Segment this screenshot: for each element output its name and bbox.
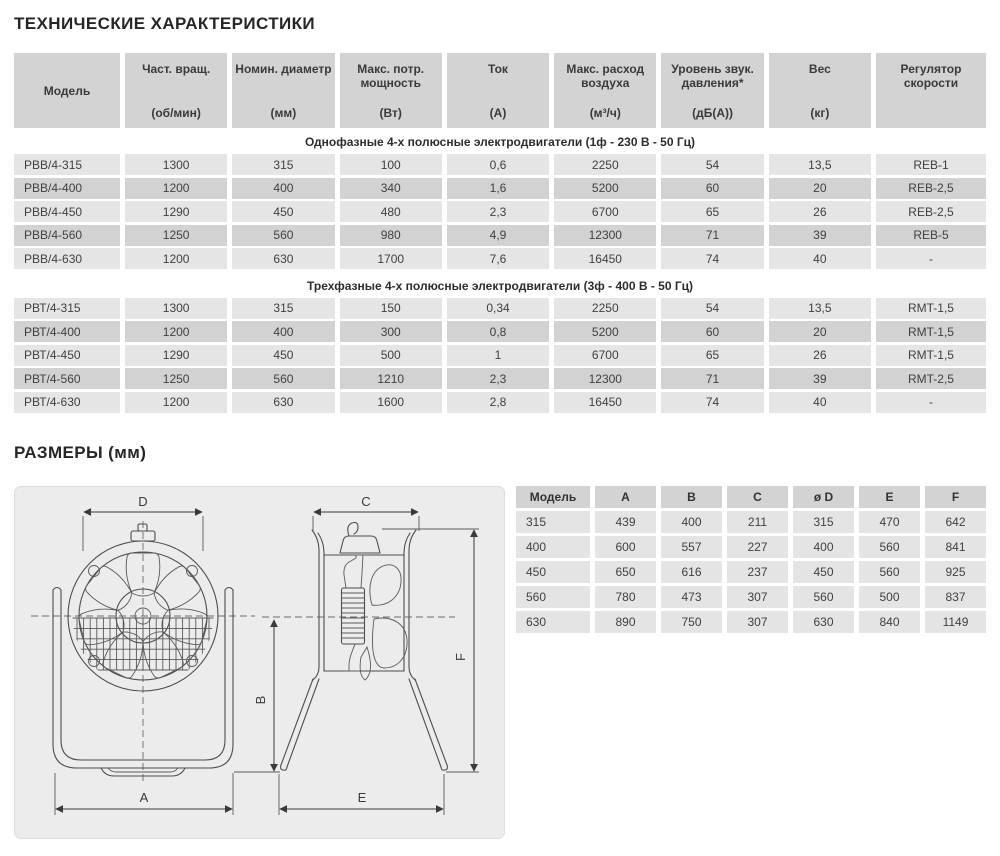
side-blades: [360, 564, 407, 679]
carry-handle: [340, 522, 380, 553]
dims-column-header: E: [859, 486, 920, 508]
spec-value-cell: 6700: [554, 201, 656, 222]
dims-value-cell: 237: [727, 561, 788, 583]
spec-value-cell: 40: [769, 248, 871, 269]
dims-value-cell: 400: [661, 511, 722, 533]
spec-column-unit: (об/мин): [151, 106, 201, 120]
dimension-a: [55, 773, 233, 815]
dims-value-cell: 315: [793, 511, 854, 533]
spec-value-cell: 0,34: [447, 298, 549, 319]
spec-model-cell: РВВ/4-400: [14, 178, 120, 199]
spec-column-header: [232, 53, 334, 128]
spec-value-cell: 450: [232, 201, 334, 222]
table-row: [14, 368, 986, 389]
spec-value-cell: 7,6: [447, 248, 549, 269]
spec-value-cell: 2,3: [447, 368, 549, 389]
spec-value-cell: 16450: [554, 392, 656, 413]
dims-value-cell: 925: [925, 561, 986, 583]
spec-value-cell: 65: [661, 201, 763, 222]
spec-model-cell: РВВ/4-630: [14, 248, 120, 269]
spec-column-label: Макс. расход воздуха: [566, 62, 645, 90]
spec-value-cell: 630: [232, 248, 334, 269]
dims-table-row: [516, 536, 986, 558]
spec-value-cell: RMT-2,5: [876, 368, 986, 389]
spec-model-cell: РВТ/4-560: [14, 368, 120, 389]
spec-column-unit: (мм): [270, 106, 297, 120]
dims-value-cell: 750: [661, 611, 722, 633]
dims-value-cell: 400: [793, 536, 854, 558]
dims-value-cell: 227: [727, 536, 788, 558]
dims-value-cell: 557: [661, 536, 722, 558]
spec-column-label: Част. вращ.: [142, 62, 211, 76]
motor: [342, 555, 365, 671]
spec-value-cell: 54: [661, 298, 763, 319]
spec-value-cell: 150: [340, 298, 442, 319]
spec-value-cell: 2,3: [447, 201, 549, 222]
spec-value-cell: 1,6: [447, 178, 549, 199]
spec-value-cell: 26: [769, 201, 871, 222]
dims-value-cell: 841: [925, 536, 986, 558]
dims-value-cell: 307: [727, 586, 788, 608]
spec-column-header: [876, 53, 986, 128]
spec-value-cell: 1200: [125, 178, 227, 199]
spec-column-unit: (м³/ч): [589, 106, 621, 120]
dims-value-cell: 1149: [925, 611, 986, 633]
dim-label-c: C: [361, 493, 371, 509]
dim-label-f: F: [453, 652, 468, 661]
spec-value-cell: 1250: [125, 225, 227, 246]
dims-value-cell: 616: [661, 561, 722, 583]
spec-value-cell: 1250: [125, 368, 227, 389]
dims-value-cell: 560: [793, 586, 854, 608]
spec-value-cell: 500: [340, 345, 442, 366]
dimensions-table: [516, 486, 986, 636]
dims-column-header: B: [661, 486, 722, 508]
spec-value-cell: 1300: [125, 154, 227, 175]
dims-value-cell: 840: [859, 611, 920, 633]
dims-model-cell: 560: [516, 586, 590, 608]
spec-value-cell: 0,8: [447, 321, 549, 342]
spec-value-cell: 26: [769, 345, 871, 366]
side-view: [253, 494, 479, 815]
spec-value-cell: 1600: [340, 392, 442, 413]
spec-value-cell: 1200: [125, 392, 227, 413]
dims-column-header: ø D: [793, 486, 854, 508]
dims-value-cell: 500: [859, 586, 920, 608]
table-row: [14, 321, 986, 342]
spec-column-header: [14, 53, 120, 128]
spec-value-cell: REB-2,5: [876, 178, 986, 199]
dim-label-d: D: [138, 493, 148, 509]
spec-column-label: Ток: [488, 62, 508, 76]
spec-table-header: [14, 53, 986, 128]
spec-value-cell: 1300: [125, 298, 227, 319]
dimension-e: [279, 774, 444, 815]
dims-value-cell: 560: [859, 561, 920, 583]
table-row: [14, 392, 986, 413]
dimension-f: [382, 529, 479, 771]
spec-value-cell: 560: [232, 225, 334, 246]
dims-value-cell: 780: [595, 586, 656, 608]
spec-value-cell: 65: [661, 345, 763, 366]
spec-column-label: Уровень звук. давления*: [671, 62, 754, 90]
spec-table-body: [14, 128, 986, 413]
spec-model-cell: РВВ/4-560: [14, 225, 120, 246]
spec-value-cell: 315: [232, 298, 334, 319]
spec-value-cell: 39: [769, 225, 871, 246]
spec-value-cell: 20: [769, 178, 871, 199]
spec-model-cell: РВТ/4-315: [14, 298, 120, 319]
spec-value-cell: 450: [232, 345, 334, 366]
spec-column-label: Вес: [808, 62, 831, 76]
spec-model-cell: РВВ/4-450: [14, 201, 120, 222]
table-row: [14, 154, 986, 175]
spec-value-cell: 74: [661, 392, 763, 413]
spec-model-cell: РВТ/4-400: [14, 321, 120, 342]
dims-value-cell: 470: [859, 511, 920, 533]
dims-value-cell: 837: [925, 586, 986, 608]
spec-column-header: [125, 53, 227, 128]
spec-column-header: [340, 53, 442, 128]
spec-value-cell: REB-5: [876, 225, 986, 246]
dims-value-cell: 630: [793, 611, 854, 633]
table-row: [14, 201, 986, 222]
dims-table-row: [516, 511, 986, 533]
spec-column-header: [447, 53, 549, 128]
legs: [281, 679, 448, 770]
spec-value-cell: 315: [232, 154, 334, 175]
spec-column-unit: (кг): [810, 106, 830, 120]
spec-model-cell: РВТ/4-630: [14, 392, 120, 413]
spec-value-cell: 39: [769, 368, 871, 389]
dims-column-header: Модель: [516, 486, 590, 508]
spec-value-cell: 60: [661, 321, 763, 342]
spec-column-header: [769, 53, 871, 128]
spec-value-cell: 2250: [554, 154, 656, 175]
spec-column-label: Номин. диаметр: [235, 62, 332, 76]
spec-model-cell: РВВ/4-315: [14, 154, 120, 175]
dims-table-row: [516, 611, 986, 633]
dims-model-cell: 630: [516, 611, 590, 633]
dimension-c: [313, 494, 419, 531]
spec-value-cell: REB-2,5: [876, 201, 986, 222]
dims-value-cell: 890: [595, 611, 656, 633]
spec-value-cell: 400: [232, 321, 334, 342]
spec-value-cell: 6700: [554, 345, 656, 366]
dims-model-cell: 315: [516, 511, 590, 533]
spec-value-cell: 0,6: [447, 154, 549, 175]
table-row: [14, 345, 986, 366]
spec-section-title: Однофазные 4-х полюсные электродвигатели (1ф - 230 В - 50 Гц): [304, 135, 696, 149]
spec-column-label: Макс. потр. мощность: [357, 62, 425, 90]
dims-column-header: C: [727, 486, 788, 508]
spec-value-cell: RMT-1,5: [876, 321, 986, 342]
dims-model-cell: 450: [516, 561, 590, 583]
spec-section-title: Трехфазные 4-х полюсные электродвигатели (3ф - 400 В - 50 Гц): [306, 278, 694, 293]
spec-column-header: [554, 53, 656, 128]
spec-value-cell: -: [876, 392, 986, 413]
spec-value-cell: 340: [340, 178, 442, 199]
dim-label-a: A: [139, 789, 149, 805]
dims-table-row: [516, 561, 986, 583]
dims-value-cell: 650: [595, 561, 656, 583]
spec-value-cell: 560: [232, 368, 334, 389]
spec-column-header: [661, 53, 763, 128]
dims-value-cell: 450: [793, 561, 854, 583]
table-row: [14, 248, 986, 269]
table-row: [14, 298, 986, 319]
spec-value-cell: 400: [232, 178, 334, 199]
dimensions-title: РАЗМЕРЫ (мм): [14, 442, 147, 462]
spec-value-cell: 2250: [554, 298, 656, 319]
spec-value-cell: 1700: [340, 248, 442, 269]
spec-value-cell: 300: [340, 321, 442, 342]
spec-value-cell: 480: [340, 201, 442, 222]
page-title: ТЕХНИЧЕСКИЕ ХАРАКТЕРИСТИКИ: [14, 14, 316, 33]
spec-value-cell: 980: [340, 225, 442, 246]
dimensions-table-header: [516, 486, 986, 508]
dimensions-section: [14, 486, 986, 839]
spec-value-cell: -: [876, 248, 986, 269]
table-row: [14, 178, 986, 199]
spec-value-cell: 1200: [125, 321, 227, 342]
spec-value-cell: 13,5: [769, 154, 871, 175]
spec-column-unit: (дБ(А)): [692, 106, 734, 120]
spec-value-cell: REB-1: [876, 154, 986, 175]
dims-column-header: A: [595, 486, 656, 508]
spec-value-cell: 16450: [554, 248, 656, 269]
dims-column-header: F: [925, 486, 986, 508]
spec-value-cell: 630: [232, 392, 334, 413]
spec-value-cell: 54: [661, 154, 763, 175]
dims-value-cell: 307: [727, 611, 788, 633]
dims-value-cell: 439: [595, 511, 656, 533]
spec-value-cell: RMT-1,5: [876, 345, 986, 366]
spec-column-label: Регулятор скорости: [900, 62, 962, 90]
spec-table: [14, 53, 986, 413]
spec-value-cell: RMT-1,5: [876, 298, 986, 319]
dims-table-row: [516, 586, 986, 608]
spec-value-cell: 1290: [125, 345, 227, 366]
spec-model-cell: РВТ/4-450: [14, 345, 120, 366]
spec-value-cell: 74: [661, 248, 763, 269]
spec-value-cell: 4,9: [447, 225, 549, 246]
spec-value-cell: 5200: [554, 321, 656, 342]
spec-value-cell: 100: [340, 154, 442, 175]
spec-value-cell: 12300: [554, 225, 656, 246]
fan-drawing-svg: [15, 487, 504, 838]
dim-label-e: E: [357, 789, 367, 805]
spec-value-cell: 71: [661, 225, 763, 246]
technical-drawing: [14, 486, 505, 839]
spec-value-cell: 12300: [554, 368, 656, 389]
dims-value-cell: 560: [859, 536, 920, 558]
spec-value-cell: 1210: [340, 368, 442, 389]
front-view: [31, 494, 255, 815]
dims-value-cell: 642: [925, 511, 986, 533]
table-row: [14, 225, 986, 246]
spec-value-cell: 60: [661, 178, 763, 199]
dims-value-cell: 211: [727, 511, 788, 533]
dims-value-cell: 600: [595, 536, 656, 558]
spec-column-label: Модель: [43, 84, 91, 98]
dims-model-cell: 400: [516, 536, 590, 558]
dimension-b: [253, 620, 274, 771]
spec-column-unit: (Вт): [379, 106, 402, 120]
spec-value-cell: 20: [769, 321, 871, 342]
spec-column-unit: (А): [489, 106, 507, 120]
dim-label-b: B: [253, 695, 268, 704]
spec-value-cell: 1: [447, 345, 549, 366]
spec-value-cell: 13,5: [769, 298, 871, 319]
spec-value-cell: 71: [661, 368, 763, 389]
spec-value-cell: 5200: [554, 178, 656, 199]
spec-value-cell: 2,8: [447, 392, 549, 413]
spec-value-cell: 1290: [125, 201, 227, 222]
spec-value-cell: 1200: [125, 248, 227, 269]
dims-value-cell: 473: [661, 586, 722, 608]
spec-value-cell: 40: [769, 392, 871, 413]
